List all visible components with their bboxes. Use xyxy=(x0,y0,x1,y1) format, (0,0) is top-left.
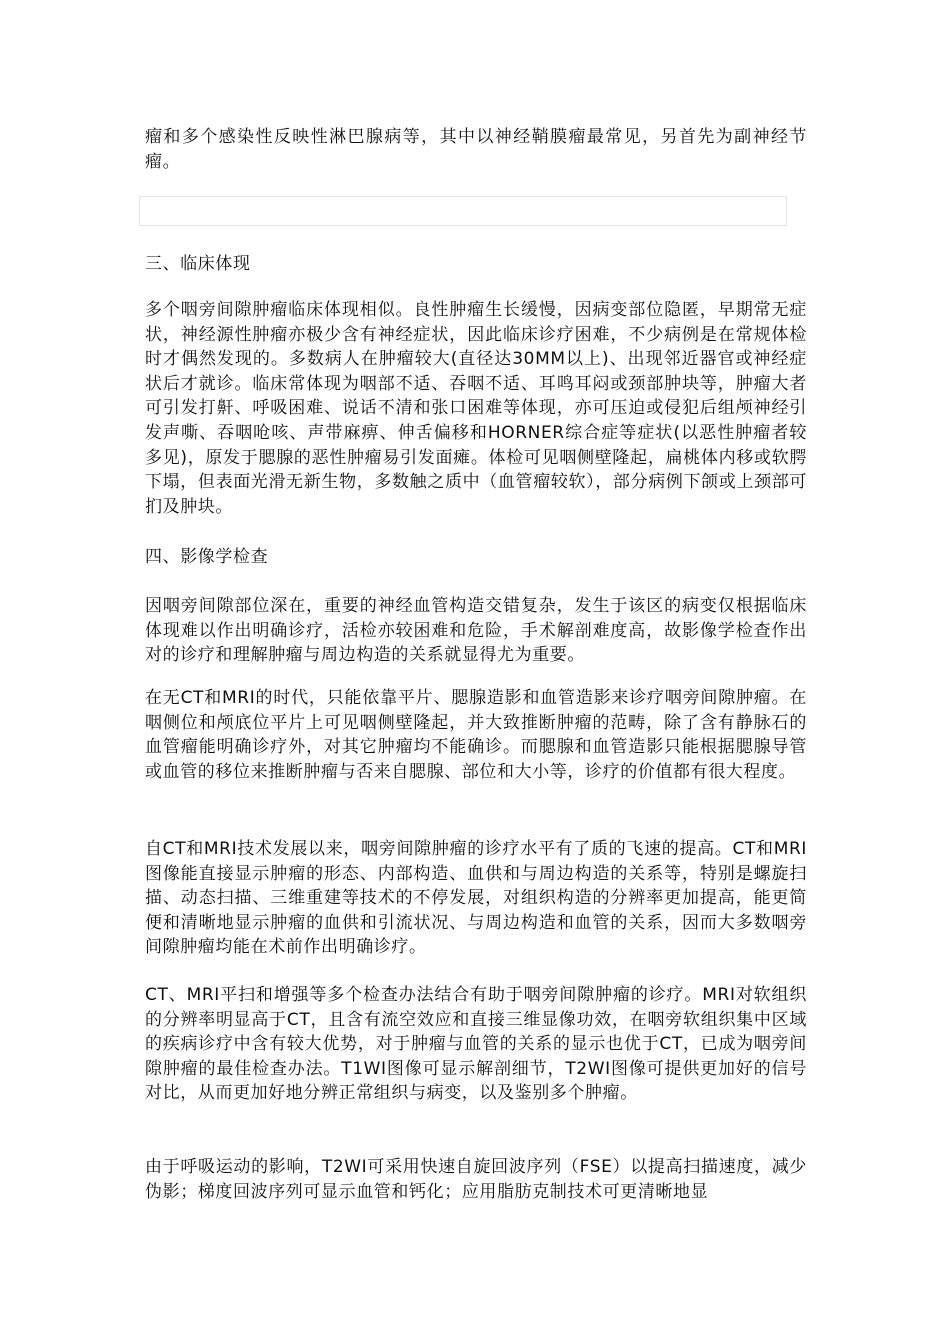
paragraph-clinical: 多个咽旁间隙肿瘤临床体现相似。良性肿瘤生长缓慢，因病变部位隐匿，早期常无症状，神经源性肿瘤亦极少含有神经症状，因此临床诊疗困难，不少病例是在常规体检时才偶然发现的。多数病人在肿瘤较大(直径达30MM以上)、出现邻近器官或神经症状后才就诊。临床常体现为咽部不适、吞咽不适、耳鸣耳闷或颈部肿块等，肿瘤大者可引发打鼾、呼吸困难、说话不清和张口困难等体现，亦可压迫或侵犯后组颅神经引发声嘶、吞咽呛咳、声带麻痹、伸舌偏移和HORNER综合症等症状(以恶性肿瘤者较多见)，原发于腮腺的恶性肿瘤易引发面瘫。体检可见咽侧壁隆起，扁桃体内移或软腭下塌，但表面光滑无新生物，多数触之质中（血管瘤较软），部分病例下颌或上颈部可扪及肿块。 xyxy=(145,300,807,517)
paragraph-imaging-intro: 因咽旁间隙部位深在，重要的神经血管构造交错复杂，发生于该区的病变仅根据临床体现难以作出明确诊疗，活检亦较困难和危险，手术解剖难度高，故影像学检查作出对的诊疗和理解肿瘤与周边构造的关系就显得尤为重要。 xyxy=(145,596,807,666)
paragraph-ct-mri-combined: CT、MRI平扫和增强等多个检查办法结合有助于咽旁间隙肿瘤的诊疗。MRI对软组织的分辨率明显高于CT，且含有流空效应和直接三维显像功效，在咽旁软组织集中区域的疾病诊疗中含有较大优势，对于肿瘤与血管的关系的显示也优于CT，已成为咽旁间隙肿瘤的最佳检查办法。T1WI图像可显示解剖细节，T2WI图像可提供更加好的信号对比，从而更加好地分辨正常组织与病变，以及鉴别多个肿瘤。 xyxy=(145,985,807,1104)
section-heading-imaging: 四、影像学检查 xyxy=(145,547,269,567)
paragraph-t2wi: 由于呼吸运动的影响，T2WI可采用快速自旋回波序列（FSE）以提高扫描速度，减少伪影；梯度回波序列可显示血管和钙化；应用脂肪克制技术可更清晰地显 xyxy=(145,1157,807,1202)
paragraph-ct-mri-development: 自CT和MRI技术发展以来，咽旁间隙肿瘤的诊疗水平有了质的飞速的提高。CT和MRI图像能直接显示肿瘤的形态、内部构造、血供和与周边构造的关系等，特别是螺旋扫描、动态扫描、三维重建等技术的不停发展，对组织构造的分辨率更加提高，能更简便和清晰地显示肿瘤的血供和引流状况、与周边构造和血管的关系，因而大多数咽旁间隙肿瘤均能在术前作出明确诊疗。 xyxy=(145,839,807,958)
paragraph-pre-ct-era: 在无CT和MRI的时代，只能依靠平片、腮腺造影和血管造影来诊疗咽旁间隙肿瘤。在咽侧位和颅底位平片上可见咽侧壁隆起，并大致推断肿瘤的范畴，除了含有静脉石的血管瘤能明确诊疗外，对其它肿瘤均不能确诊。而腮腺和血管造影只能根据腮腺导管或血管的移位来推断肿瘤与否来自腮腺、部位和大小等，诊疗的价值都有很大程度。 xyxy=(145,688,807,782)
paragraph-intro-tail: 瘤和多个感染性反映性淋巴腺病等，其中以神经鞘膜瘤最常见，另首先为副神经节瘤。 xyxy=(145,127,807,172)
section-heading-clinical: 三、临床体现 xyxy=(145,254,251,274)
empty-text-box xyxy=(139,196,787,226)
